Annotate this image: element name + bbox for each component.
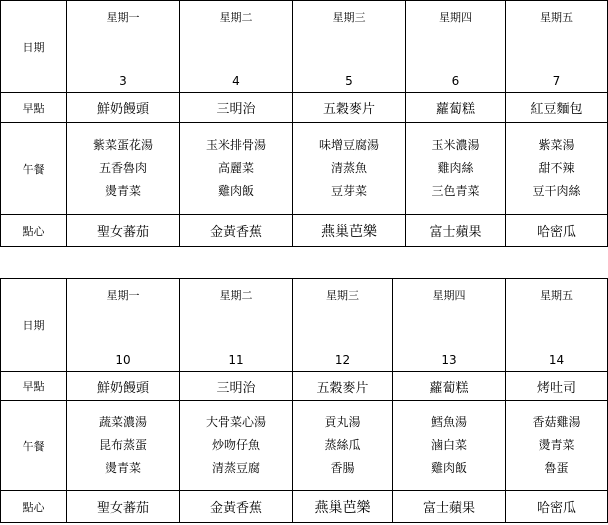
lunch-item: 味增豆腐湯: [318, 138, 379, 152]
day-date: 12: [334, 353, 351, 367]
lunch-cell: [406, 123, 506, 215]
lunch-item: 高麗菜: [217, 161, 254, 175]
lunch-item: 貢丸湯: [324, 415, 361, 429]
day-header: [180, 279, 293, 372]
day-header: [506, 1, 608, 93]
day-name: 星期四: [432, 289, 466, 302]
day-header: [180, 1, 293, 93]
lunch-item: 魯蛋: [544, 461, 569, 475]
breakfast-label: 早點: [1, 93, 67, 123]
breakfast-item: 五穀麥片: [293, 372, 393, 401]
lunch-item: 香腸: [330, 461, 355, 475]
lunch-cell: [180, 401, 293, 491]
snack-item: 聖女蕃茄: [67, 491, 180, 523]
day-date: 10: [115, 353, 131, 367]
lunch-item: 香菇雞湯: [532, 415, 581, 429]
day-header: [67, 1, 180, 93]
breakfast-item: 五穀麥片: [293, 93, 406, 123]
weekly-menu-table-2: [0, 278, 608, 523]
snack-item: 金黃香蕉: [180, 491, 293, 523]
lunch-item: 清蒸豆腐: [211, 461, 260, 475]
day-name: 星期一: [106, 289, 140, 302]
day-name: 星期五: [540, 11, 573, 24]
breakfast-item: 鮮奶饅頭: [67, 93, 180, 123]
date-header-label: 日期: [1, 1, 67, 93]
weekly-menu-table-1: [0, 0, 608, 247]
lunch-item: 鱈魚湯: [430, 415, 467, 429]
breakfast-row: [1, 372, 608, 401]
day-name: 星期五: [540, 289, 573, 302]
lunch-item: 雞肉絲: [437, 161, 474, 175]
lunch-item: 燙青菜: [538, 438, 575, 452]
day-date: 4: [232, 74, 240, 88]
snack-row: [1, 215, 608, 247]
lunch-item: 玉米排骨湯: [205, 138, 266, 152]
breakfast-item: 蘿蔔糕: [406, 93, 506, 123]
lunch-item: 三色青菜: [431, 184, 480, 198]
day-date: 3: [119, 74, 127, 88]
lunch-item: 滷白菜: [430, 438, 467, 452]
day-date: 6: [451, 74, 460, 88]
lunch-item: 大骨菜心湯: [205, 415, 266, 429]
lunch-cell: [67, 401, 180, 491]
lunch-cell: [506, 123, 608, 215]
lunch-cell: [67, 123, 180, 215]
day-header: [393, 279, 506, 372]
day-header: [293, 279, 393, 372]
date-row: [1, 279, 608, 372]
day-header: [406, 1, 506, 93]
day-name: 星期三: [326, 289, 359, 302]
day-date: 7: [552, 74, 561, 88]
breakfast-item: 鮮奶饅頭: [67, 372, 180, 401]
lunch-item: 燙青菜: [104, 461, 141, 475]
lunch-label: 午餐: [1, 123, 67, 215]
lunch-cell: [293, 123, 406, 215]
snack-item: 富士蘋果: [393, 491, 506, 523]
day-name: 星期四: [439, 11, 472, 24]
lunch-row: [1, 401, 608, 491]
lunch-item: 昆布蒸蛋: [98, 438, 147, 452]
lunch-item: 豆芽菜: [330, 184, 367, 198]
day-date: 11: [228, 353, 244, 367]
day-name: 星期三: [332, 11, 366, 24]
lunch-item: 雞肉飯: [430, 461, 467, 475]
snack-item: 金黃香蕉: [180, 215, 293, 247]
snack-item: 富士蘋果: [406, 215, 506, 247]
date-row: [1, 1, 608, 93]
day-name: 星期二: [219, 289, 253, 302]
lunch-item: 蒸絲瓜: [324, 438, 361, 452]
day-header: [506, 279, 608, 372]
lunch-item: 炒吻仔魚: [211, 438, 260, 452]
lunch-cell: [293, 401, 393, 491]
lunch-cell: [393, 401, 506, 491]
lunch-item: 蔬菜濃湯: [98, 415, 147, 429]
breakfast-row: [1, 93, 608, 123]
day-header: [67, 279, 180, 372]
breakfast-item: 三明治: [180, 372, 293, 401]
day-date: 14: [548, 353, 565, 367]
lunch-cell: [506, 401, 608, 491]
snack-item: 聖女蕃茄: [67, 215, 180, 247]
lunch-item: 玉米濃湯: [431, 138, 480, 152]
breakfast-item: 三明治: [180, 93, 293, 123]
lunch-label: 午餐: [1, 401, 67, 491]
snack-item: 哈密瓜: [506, 491, 608, 523]
breakfast-item: 紅豆麵包: [506, 93, 608, 123]
breakfast-item: 蘿蔔糕: [393, 372, 506, 401]
day-date: 5: [345, 74, 353, 88]
day-name: 星期二: [219, 11, 253, 24]
lunch-item: 清蒸魚: [330, 161, 367, 175]
day-date: 13: [441, 353, 457, 367]
lunch-item: 燙青菜: [104, 184, 141, 198]
date-header-label: 日期: [1, 279, 67, 372]
lunch-item: 豆干肉絲: [532, 184, 581, 198]
lunch-item: 紫菜湯: [538, 138, 575, 152]
snack-item: 燕巢芭樂: [293, 215, 406, 247]
snack-item: 燕巢芭樂: [293, 491, 393, 523]
breakfast-label: 早點: [1, 372, 67, 401]
lunch-item: 紫菜蛋花湯: [92, 138, 153, 152]
day-header: [293, 1, 406, 93]
lunch-row: [1, 123, 608, 215]
lunch-cell: [180, 123, 293, 215]
lunch-item: 雞肉飯: [217, 184, 254, 198]
snack-label: 點心: [1, 491, 67, 523]
snack-label: 點心: [1, 215, 67, 247]
day-name: 星期一: [106, 11, 140, 24]
lunch-item: 甜不辣: [538, 161, 575, 175]
snack-row: [1, 491, 608, 523]
lunch-item: 五香魯肉: [98, 161, 147, 175]
breakfast-item: 烤吐司: [506, 372, 608, 401]
snack-item: 哈密瓜: [506, 215, 608, 247]
